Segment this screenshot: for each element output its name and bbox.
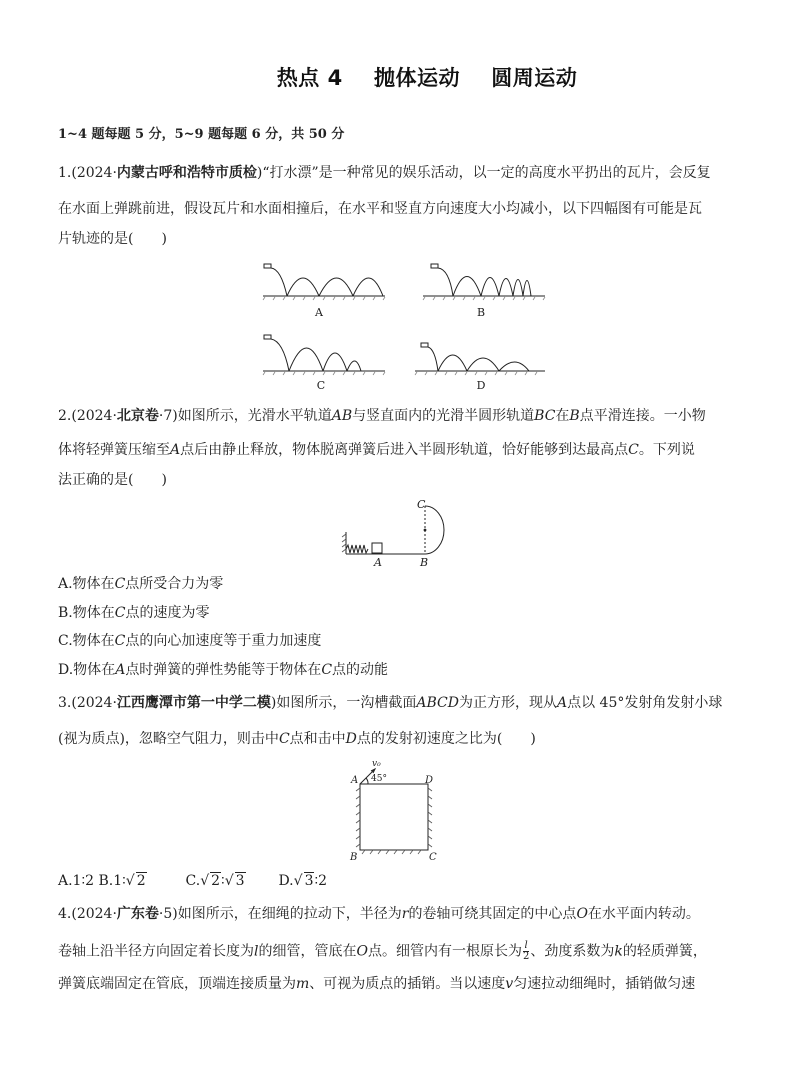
q4-line2 <box>58 941 707 962</box>
q2-option-d-var: A <box>115 662 126 678</box>
q4-var-o2: O <box>356 943 368 960</box>
q1-option-b-diagram <box>423 264 545 300</box>
q3-option-c-radicand1: 2 <box>211 873 221 889</box>
q4-var-v: v <box>505 976 514 992</box>
q4-text-j: 、可视为质点的插销。当以速度 <box>309 976 506 992</box>
q3-label-c: C <box>429 852 437 863</box>
q3-option-c[interactable]: C.√ 2∶√ 3 <box>185 873 245 889</box>
q4-text-c: 在水平面内转动。 <box>587 906 700 922</box>
q2-option-c-var: C <box>114 633 126 649</box>
q1-figure <box>255 255 555 395</box>
q3-text-f: 点的发射初速度之比为( ) <box>356 731 536 747</box>
q4-text-f: 点。细管内有一根原长为 <box>367 943 522 960</box>
q1-option-c-diagram <box>263 335 385 375</box>
q1-label-a: A <box>315 306 323 319</box>
q2-text-e: 体将轻弹簧压缩至 <box>58 442 170 458</box>
q2-line3: 法正确的是( ) <box>58 472 167 488</box>
q3-option-b-radicand: 2 <box>136 873 146 889</box>
q4-var-k: k <box>614 943 623 960</box>
q3-option-a[interactable]: A.1∶2 <box>58 873 95 889</box>
q3-var-abcd: ABCD <box>416 695 459 711</box>
title-topic-number: 热点 4 <box>276 66 343 90</box>
q3-label-angle: 45° <box>371 774 387 784</box>
q2-option-c-pre: C.物体在 <box>58 633 115 649</box>
q4-line1 <box>58 904 700 924</box>
q3-number: 3.(2024· <box>58 695 117 711</box>
q1-line1 <box>58 163 711 183</box>
q3-option-b-pre: B.1∶ <box>98 873 126 889</box>
q4-text-b: 的卷轴可绕其固定的中心点 <box>408 906 577 922</box>
q3-figure <box>345 756 445 864</box>
q3-option-c-pre: C. <box>185 873 201 889</box>
q4-text-e: 的细管，管底在 <box>258 943 357 960</box>
q1-line3: 片轨迹的是( ) <box>58 231 167 247</box>
q3-text-b: 为正方形，现从 <box>458 695 557 711</box>
q2-figure <box>338 494 478 572</box>
title-topic-projectile: 抛体运动 <box>373 66 460 90</box>
q2-option-d-post: 点的动能 <box>332 662 389 678</box>
q3-var-d: D <box>345 731 357 747</box>
q2-option-a-post: 点所受合力为零 <box>125 576 224 592</box>
q2-label-a: A <box>374 556 382 569</box>
q4-var-l: l <box>254 943 259 960</box>
q2-option-b-var: C <box>114 605 126 621</box>
q2-text-a: ·7)如图所示，光滑水平轨道 <box>158 408 332 424</box>
page-title <box>0 62 794 92</box>
q4-var-m: m <box>296 976 310 992</box>
q4-text-a: ·5)如图所示，在细绳的拉动下，半径为 <box>158 906 402 922</box>
q3-option-d-radicand: 3 <box>304 873 314 889</box>
q2-line1 <box>58 406 706 426</box>
q2-var-a: A <box>170 442 181 458</box>
title-topic-circular: 圆周运动 <box>491 66 578 90</box>
q2-option-c-post: 点的向心加速度等于重力加速度 <box>125 633 322 649</box>
q4-frac-den: 2 <box>522 951 530 962</box>
q3-label-v0: v₀ <box>372 759 381 769</box>
q2-option-b[interactable] <box>58 603 209 623</box>
q2-text-f: 点后由静止释放，物体脱离弹簧后进入半圆形轨道，恰好能够到达最高点 <box>180 442 629 458</box>
q4-frac-num: l <box>524 940 528 951</box>
q1-label-d: D <box>476 379 486 392</box>
q2-number: 2.(2024· <box>58 408 117 424</box>
scoring-note: 1~4 题每题 5 分，5~9 题每题 6 分，共 50 分 <box>58 127 345 142</box>
q3-text-d: (视为质点)，忽略空气阻力，则击中 <box>58 731 279 747</box>
q1-number: 1.(2024· <box>58 165 117 181</box>
q2-option-d-pre: D.物体在 <box>58 662 116 678</box>
q4-source: 广东卷 <box>116 906 159 922</box>
q1-label-b: B <box>476 306 486 319</box>
q2-option-c[interactable] <box>58 631 321 651</box>
q1-line2: 在水面上弹跳前进，假设瓦片和水面相撞后，在水平和竖直方向速度大小均减小，以下四幅图有可能是瓦 <box>58 201 702 217</box>
q1-option-a-diagram <box>263 264 385 300</box>
q2-option-d[interactable] <box>58 660 388 680</box>
q3-option-d-pre: D. <box>278 873 294 889</box>
q1-text: )“打水漂”是一种常见的娱乐活动，以一定的高度水平扔出的瓦片，会反复 <box>256 165 711 181</box>
q4-text-i: 弹簧底端固定在管底，顶端连接质量为 <box>58 976 296 992</box>
q3-option-d-post: ∶2 <box>314 873 328 889</box>
q3-line2 <box>58 729 536 749</box>
q3-option-c-radicand2: 3 <box>235 873 245 889</box>
q3-var-a: A <box>556 695 568 711</box>
q2-var-c: C <box>628 442 639 458</box>
q4-text-k: 匀速拉动细绳时，插销做匀速 <box>513 976 696 992</box>
q3-line1 <box>58 693 722 713</box>
q2-text-d: 点平滑连接。一小物 <box>579 408 706 424</box>
q2-text-b: 与竖直面内的光滑半圆形轨道 <box>352 408 535 424</box>
q2-option-a-pre: A.物体在 <box>58 576 115 592</box>
q4-var-r: r <box>401 906 409 922</box>
q2-label-c: C <box>417 498 426 511</box>
q3-options <box>58 871 327 891</box>
q3-option-c-sep: ∶ <box>221 873 225 889</box>
q4-line3 <box>58 974 695 994</box>
q3-text-e: 点和击中 <box>289 731 346 747</box>
q3-label-a: A <box>351 775 359 786</box>
q2-var-bc: BC <box>534 408 556 424</box>
q2-source: 北京卷 <box>116 408 159 424</box>
q1-source: 内蒙古呼和浩特市质检 <box>116 165 257 181</box>
q2-option-a-var: C <box>114 576 126 592</box>
q4-fraction <box>523 941 529 962</box>
q3-option-b[interactable]: B.1∶√ 2 <box>98 873 146 889</box>
q2-text-c: 在 <box>555 408 570 424</box>
q2-text-g: 。下列说 <box>638 442 695 458</box>
q4-text-g: 、劲度系数为 <box>530 943 615 960</box>
q3-text-a: )如图所示，一沟槽截面 <box>270 695 417 711</box>
q3-source: 江西鹰潭市第一中学二模 <box>116 695 271 711</box>
q4-var-o: O <box>576 906 588 922</box>
q1-option-d-diagram <box>415 343 545 375</box>
q2-line2 <box>58 440 695 460</box>
q3-label-b: B <box>350 852 358 863</box>
q3-var-c: C <box>278 731 290 747</box>
q4-number: 4.(2024· <box>58 906 117 922</box>
q2-option-d-var2: C <box>321 662 333 678</box>
q2-option-b-pre: B.物体在 <box>58 605 115 621</box>
q3-text-c: 点以 45°发射角发射小球 <box>567 695 723 711</box>
q4-text-d: 卷轴上沿半径方向固定着长度为 <box>58 943 254 960</box>
q3-label-d: D <box>425 775 434 786</box>
q1-label-c: C <box>316 379 326 392</box>
q2-var-b: B <box>569 408 580 424</box>
q2-var-ab: AB <box>331 408 353 424</box>
q2-option-a[interactable] <box>58 574 223 594</box>
q2-label-b: B <box>420 556 429 569</box>
q2-option-b-post: 点的速度为零 <box>125 605 210 621</box>
q2-option-d-mid: 点时弹簧的弹性势能等于物体在 <box>125 662 322 678</box>
q3-option-d[interactable]: D.√ 3∶2 <box>278 873 328 889</box>
q4-text-h: 的轻质弹簧， <box>622 943 707 960</box>
